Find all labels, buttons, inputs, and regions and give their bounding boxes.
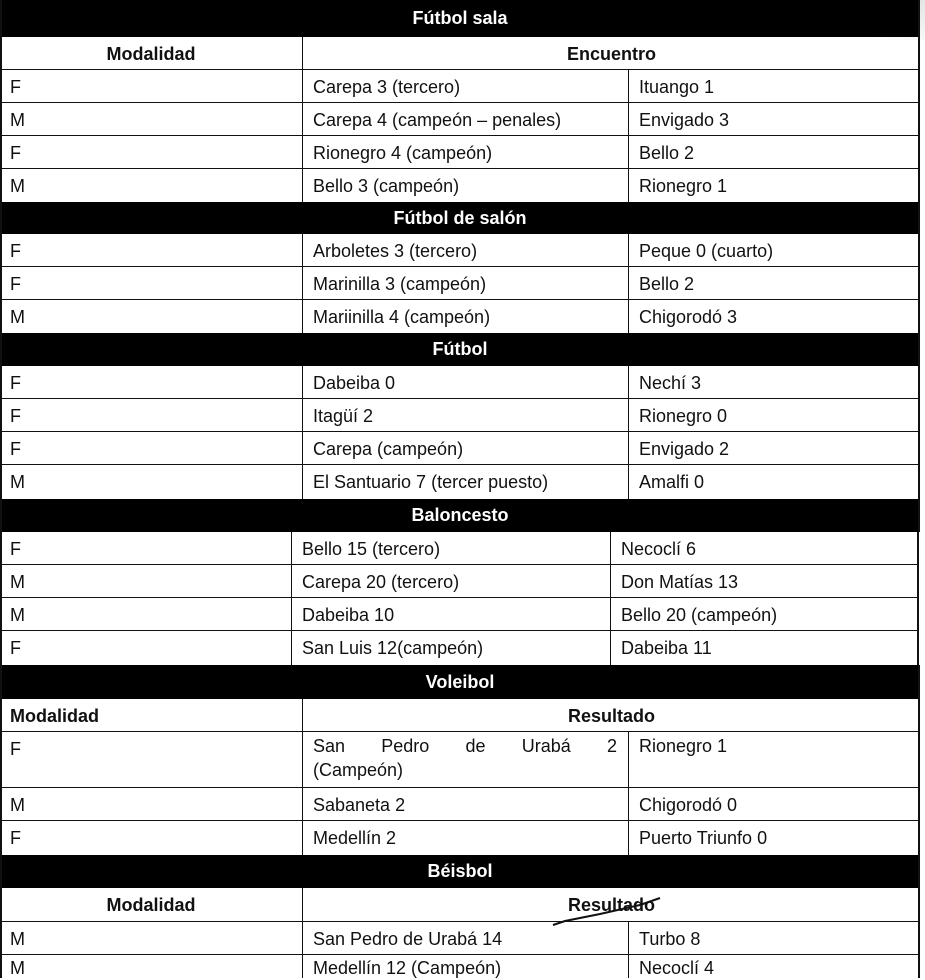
cell-team1: San Luis 12(campeón) bbox=[291, 631, 610, 665]
section-title-baloncesto: Baloncesto bbox=[0, 499, 920, 532]
cell-modalidad: F bbox=[10, 77, 21, 97]
cell-team2: Bello 2 bbox=[628, 267, 920, 299]
table-row bbox=[0, 267, 920, 300]
table-row bbox=[0, 631, 919, 665]
word: 2 bbox=[606, 736, 617, 756]
table-row bbox=[0, 821, 920, 855]
cell-team1: Medellín 12 (Campeón) bbox=[302, 955, 628, 978]
cell-modalidad: M bbox=[10, 605, 25, 625]
cell-team1: Arboletes 3 (tercero) bbox=[302, 234, 628, 266]
cell-modalidad: M bbox=[10, 572, 25, 592]
header-row-beisbol bbox=[0, 888, 920, 922]
cell-team1: Mariinilla 4 (campeón) bbox=[302, 300, 628, 333]
table-row bbox=[0, 732, 920, 788]
cell-team2: Chigorodó 3 bbox=[628, 300, 920, 333]
cell-modalidad: F bbox=[10, 274, 21, 294]
table-left-border bbox=[0, 0, 2, 978]
cell-modalidad: F bbox=[10, 828, 21, 848]
cell-modalidad: M bbox=[10, 958, 25, 978]
header-encuentro: Encuentro bbox=[302, 37, 920, 69]
word: Pedro bbox=[381, 736, 430, 756]
header-modalidad: Modalidad bbox=[10, 706, 99, 726]
table-row bbox=[0, 136, 920, 169]
cell-team1: Marinilla 3 (campeón) bbox=[302, 267, 628, 299]
cell-team1-continuation: (Campeón) bbox=[313, 760, 404, 780]
cell-modalidad: M bbox=[10, 929, 25, 949]
cell-modalidad: F bbox=[10, 373, 21, 393]
cell-team2: Bello 20 (campeón) bbox=[610, 598, 919, 630]
table-right-border bbox=[918, 0, 920, 532]
table-row bbox=[0, 955, 920, 978]
table-right-border bbox=[917, 532, 919, 665]
cell-team1: Medellín 2 bbox=[302, 821, 628, 855]
table-row bbox=[0, 432, 920, 465]
cell-team1: Sabaneta 2 bbox=[302, 788, 628, 820]
cell-team1: Bello 3 (campeón) bbox=[302, 169, 628, 202]
cell-team1: El Santuario 7 (tercer puesto) bbox=[302, 465, 628, 499]
header-modalidad: Modalidad bbox=[106, 895, 196, 915]
cell-team2: Envigado 2 bbox=[628, 432, 920, 464]
table-row bbox=[0, 300, 920, 333]
cell-modalidad: M bbox=[10, 307, 25, 327]
cell-team1-justified-line bbox=[313, 734, 617, 758]
cell-team2: Rionegro 1 bbox=[628, 732, 920, 787]
cell-modalidad: F bbox=[10, 143, 21, 163]
table-row bbox=[0, 70, 920, 103]
cell-team1: Dabeiba 10 bbox=[291, 598, 610, 630]
table-right-border bbox=[918, 665, 920, 978]
table-row bbox=[0, 399, 920, 432]
table-row bbox=[0, 532, 919, 565]
cell-team2: Ituango 1 bbox=[628, 70, 920, 102]
table-row bbox=[0, 169, 920, 202]
cell-team2: Necoclí 6 bbox=[610, 532, 919, 564]
header-resultado: Resultado bbox=[302, 888, 920, 921]
cell-team2: Rionegro 0 bbox=[628, 399, 920, 431]
cell-team1: Carepa (campeón) bbox=[302, 432, 628, 464]
cell-modalidad: F bbox=[10, 241, 21, 261]
word: Urabá bbox=[521, 736, 571, 756]
cell-team2: Nechí 3 bbox=[628, 366, 920, 398]
table-row bbox=[0, 366, 920, 399]
cell-team2: Necoclí 4 bbox=[628, 955, 920, 978]
cell-team1: Carepa 3 (tercero) bbox=[302, 70, 628, 102]
cell-modalidad: M bbox=[10, 795, 25, 815]
cell-team1: Carepa 4 (campeón – penales) bbox=[302, 103, 628, 135]
section-title-voleibol: Voleibol bbox=[0, 665, 920, 699]
cell-modalidad: M bbox=[10, 110, 25, 130]
cell-team2: Turbo 8 bbox=[628, 922, 920, 954]
table-row bbox=[0, 234, 920, 267]
table-row bbox=[0, 598, 919, 631]
section-title-futbol-de-salon: Fútbol de salón bbox=[0, 202, 920, 234]
section-title-futbol: Fútbol bbox=[0, 333, 920, 366]
header-row-futbol-sala bbox=[0, 37, 920, 70]
table-row bbox=[0, 922, 920, 955]
cell-modalidad: F bbox=[10, 539, 21, 559]
table-row bbox=[0, 465, 920, 499]
cell-team2: Rionegro 1 bbox=[628, 169, 920, 202]
cell-team2: Chigorodó 0 bbox=[628, 788, 920, 820]
cell-team1: Dabeiba 0 bbox=[302, 366, 628, 398]
cell-modalidad: M bbox=[10, 176, 25, 196]
cell-team2: Puerto Triunfo 0 bbox=[628, 821, 920, 855]
table-row bbox=[0, 565, 919, 598]
cell-modalidad: F bbox=[10, 439, 21, 459]
cell-team1: Carepa 20 (tercero) bbox=[291, 565, 610, 597]
cell-modalidad: F bbox=[10, 739, 21, 759]
cell-team1 bbox=[302, 732, 628, 787]
header-row-voleibol bbox=[0, 699, 920, 732]
cell-team1: Itagüí 2 bbox=[302, 399, 628, 431]
header-modalidad: Modalidad bbox=[106, 44, 196, 64]
cell-team2: Don Matías 13 bbox=[610, 565, 919, 597]
cell-modalidad: M bbox=[10, 472, 25, 492]
cell-modalidad: F bbox=[10, 406, 21, 426]
section-title-beisbol: Béisbol bbox=[0, 855, 920, 888]
cell-team2: Bello 2 bbox=[628, 136, 920, 168]
cell-team1: San Pedro de Urabá 14 bbox=[302, 922, 628, 954]
table-row bbox=[0, 788, 920, 821]
word: San bbox=[313, 736, 346, 756]
header-resultado: Resultado bbox=[302, 699, 920, 731]
cell-modalidad: F bbox=[10, 638, 21, 658]
cell-team1: Bello 15 (tercero) bbox=[291, 532, 610, 564]
cell-team2: Peque 0 (cuarto) bbox=[628, 234, 920, 266]
cell-team1: Rionegro 4 (campeón) bbox=[302, 136, 628, 168]
cell-team2: Dabeiba 11 bbox=[610, 631, 919, 665]
cell-team2: Envigado 3 bbox=[628, 103, 920, 135]
section-title-futbol-sala: Fútbol sala bbox=[0, 0, 920, 37]
word: de bbox=[465, 736, 486, 756]
cell-team2: Amalfi 0 bbox=[628, 465, 920, 499]
table-row bbox=[0, 103, 920, 136]
